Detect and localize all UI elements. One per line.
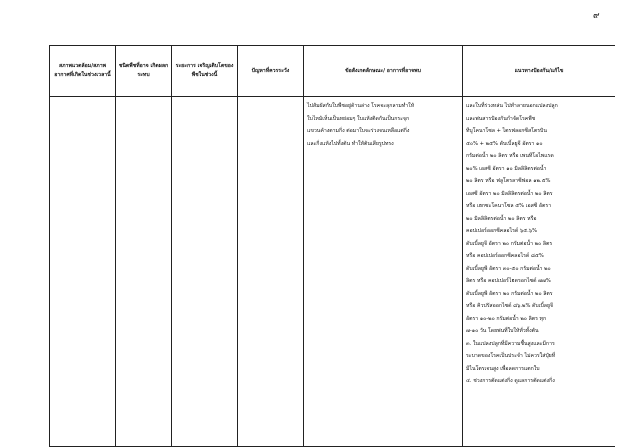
symptom-line: ใบไหม้เห็นเป็นหย่อมๆ ใบแห้งติดกันเป็นกระจุก	[307, 115, 410, 122]
guideline-line: เอสซี อัตรา ๒๐ มิลลิลิตรต่อน้ำ ๒๐ ลิตร	[466, 190, 553, 197]
header-environment: สภาพแวดล้อม/สภาพ อากาศที่เกิดในช่วงเวลานี้	[50, 46, 116, 97]
symptom-line: แขวนค้างตามกิ่ง ต่อมาใบจะร่วงจนเหลือแต่กิ่ง	[307, 128, 410, 134]
cell-problem	[238, 97, 304, 447]
guideline-line: หรือ คิวปรัสออกไซด์ ๘๖.๒% ดับเบิ้ลยูจี	[466, 303, 554, 309]
cell-symptom	[304, 97, 463, 447]
guideline-line: ทีบูโคนาโซล + ไตรฟลอกซีสโตรบิน	[466, 128, 547, 134]
guideline-line: ดับเบิ้ลยูจี อัตรา ๒๐ กรัมต่อน้ำ ๒๐ ลิตร	[466, 240, 553, 247]
guideline-line: และพ่นสารป้องกันกำจัดโรคพืช	[466, 115, 536, 122]
header-crop: ชนิดพืชที่อาจ เกิดผลกระทบ	[116, 46, 172, 97]
cell-crop	[116, 97, 172, 447]
header-symptom: ข้อสังเกตลักษณะ/ อาการที่อาจพบ	[304, 46, 463, 97]
guideline-line: ๒๐ ลิตร หรือ ฟลูโตรลาซีฟอล ๑๒.๕%	[466, 178, 551, 184]
guideline-line: และใบที่ร่วงหล่น ไปทำลายนอกแปลงปลูก	[466, 103, 558, 109]
guideline-line: ๓. ในแปลงปลูกที่มีความชื้นสูงและมีการ	[466, 340, 555, 347]
advisory-table-wrapper	[49, 45, 615, 447]
header-guideline: แนวทางป้องกัน/แก้ไข	[463, 46, 616, 97]
guideline-line: ดับเบิ้ลยูพี อัตรา ๒๐ กรัมต่อน้ำ ๒๐ ลิตร	[466, 290, 553, 297]
guideline-line: ๕๐% + ๒๕% ดับเบิ้ลยูจี อัตรา ๑๐	[466, 140, 543, 147]
cell-guideline	[463, 97, 616, 447]
header-growth-stage: ระยะการ เจริญเติบโตของ พืชในช่วงนี้	[172, 46, 238, 97]
page-number: ๙	[593, 11, 600, 21]
guideline-line: หรือ คอปเปอร์ออกซีคลอไรด์ ๘๕%	[466, 253, 544, 259]
guideline-line: ๒๐% เอสซี อัตรา ๑๐ มิลลิลิตรต่อน้ำ	[466, 165, 547, 172]
symptom-line: และกิ่งแห้งไปทั้งต้น ทำให้ต้นเสียรูปทรง	[307, 140, 394, 147]
guideline-line: ๒๐ มิลลิลิตรต่อน้ำ ๒๐ ลิตร หรือ	[466, 215, 537, 222]
guideline-line: ระบาดของโรคเป็นประจำ ไม่ควรใส่ปุ๋ยที่	[466, 353, 556, 359]
header-row	[50, 46, 616, 97]
symptom-line: ไปสัมผัสกับใบพืชอยู่ด้านล่าง โรคจะลุกลามทำให้	[307, 103, 415, 109]
guideline-line: หรือ เฮกซะโคนาโซล ๕% เอสซี อัตรา	[466, 203, 552, 209]
guideline-line: ๗-๑๐ วัน โดยพ่นที่ใบให้ทั่วทั้งต้น	[466, 328, 539, 334]
cell-environment	[50, 97, 116, 447]
guideline-line: มีไนโตรเจนสูง เพื่อลดการแตกใบ	[466, 365, 540, 372]
advisory-table	[49, 45, 615, 447]
cell-growth-stage	[172, 97, 238, 447]
guideline-line: กรัมต่อน้ำ ๒๐ ลิตร หรือ เพนทีโอไพแรด	[466, 153, 554, 159]
guideline-line: ลิตร หรือ คอปเปอร์ไฮดรอกไซด์ ๗๗%	[466, 278, 551, 284]
guideline-line: อัตรา ๑๐-๒๐ กรัมต่อน้ำ ๒๐ ลิตร ทุก	[466, 315, 547, 322]
table-row	[50, 97, 616, 447]
header-problem: ปัญหาที่ควรระวัง	[238, 46, 304, 97]
guideline-line: คอปเปอร์ออกซีคลอไรด์ ๖๕.๖%	[466, 228, 538, 234]
guideline-line: ดับเบิ้ลยูพี อัตรา ๓๐-๕๐ กรัมต่อน้ำ ๒๐	[466, 265, 551, 272]
guideline-line: ๔. ช่วงการตัดแต่งกิ่ง ดูแลการตัดแต่งกิ่ง	[466, 378, 555, 384]
